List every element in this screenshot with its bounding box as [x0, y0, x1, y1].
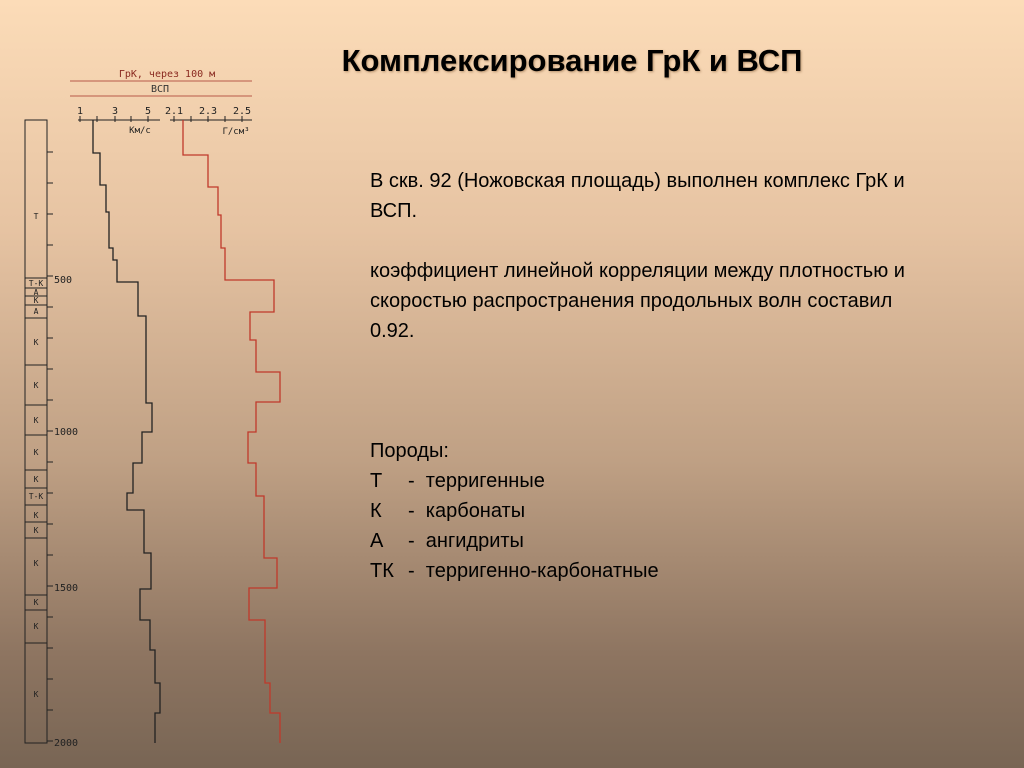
lithology-label: А: [33, 288, 39, 297]
lithology-label: К: [33, 475, 39, 484]
velocity-unit: Км/с: [129, 126, 151, 136]
depth-label: 2000: [54, 738, 79, 749]
legend-desc: карбонаты: [425, 500, 526, 522]
lithology-label: К: [33, 690, 39, 699]
lithology-label: К: [33, 511, 39, 520]
description-block: [370, 166, 930, 586]
density-tick-label: 2.3: [198, 106, 218, 117]
slide-title: Комплексирование ГрК и ВСП: [341, 43, 803, 78]
legend-item: [370, 526, 930, 556]
lithology-label: Т-К: [28, 492, 44, 501]
lithology-label: А: [33, 307, 39, 316]
paragraph-well-info: В скв. 92 (Ножовская площадь) выполнен комплекс ГрК и ВСП.: [370, 170, 905, 222]
lithology-label: К: [33, 598, 39, 607]
depth-ticks: [47, 152, 53, 741]
legend-sep: -: [408, 530, 415, 552]
legend-code: А: [370, 530, 384, 552]
density-tick-label: 2.5: [232, 106, 252, 117]
grk-header: ГрК, через 100 м: [118, 69, 216, 80]
legend-item: [370, 496, 930, 526]
lithology-label: Т-К: [28, 279, 44, 288]
density-unit: Г/см³: [222, 127, 250, 137]
legend-sep: -: [408, 470, 415, 492]
depth-label: 500: [54, 275, 73, 286]
legend-desc: терригенно-карбонатные: [425, 560, 659, 582]
lithology-label: К: [33, 559, 39, 568]
lithology-label: К: [33, 296, 39, 305]
legend-sep: -: [408, 560, 415, 582]
lithology-label: К: [33, 448, 39, 457]
lithology-label: К: [33, 338, 39, 347]
velocity-tick-label: 5: [144, 106, 152, 117]
lithology-label: К: [33, 526, 39, 535]
well-log-diagram: [0, 0, 340, 768]
legend-desc: ангидриты: [425, 530, 524, 552]
legend-item: [370, 466, 930, 496]
density-scale-ticks: [174, 116, 242, 122]
legend-list: [370, 466, 930, 586]
legend-code: Т: [370, 470, 383, 492]
lithology-label: К: [33, 622, 39, 631]
velocity-curve: [93, 120, 160, 743]
lithology-label: К: [33, 416, 39, 425]
legend-sep: -: [408, 500, 415, 522]
vsp-header: ВСП: [150, 84, 170, 95]
legend-heading: Породы:: [370, 440, 449, 462]
legend-code: ТК: [370, 560, 394, 582]
paragraph-correlation: коэффициент линейной корреляции между плотностью и скоростью распространения продольных волн составил 0.92.: [370, 260, 905, 342]
velocity-tick-label: 1: [76, 106, 84, 117]
depth-label: 1000: [54, 427, 79, 438]
lithology-boundaries: [25, 278, 47, 643]
velocity-tick-label: 3: [111, 106, 119, 117]
lithology-label: К: [33, 381, 39, 390]
depth-label: 1500: [54, 583, 79, 594]
legend-item: [370, 556, 930, 586]
lithology-label: Т: [33, 212, 39, 221]
density-tick-label: 2.1: [164, 106, 184, 117]
legend-desc: терригенные: [425, 470, 545, 492]
density-curve: [183, 120, 280, 743]
legend-code: К: [370, 500, 382, 522]
